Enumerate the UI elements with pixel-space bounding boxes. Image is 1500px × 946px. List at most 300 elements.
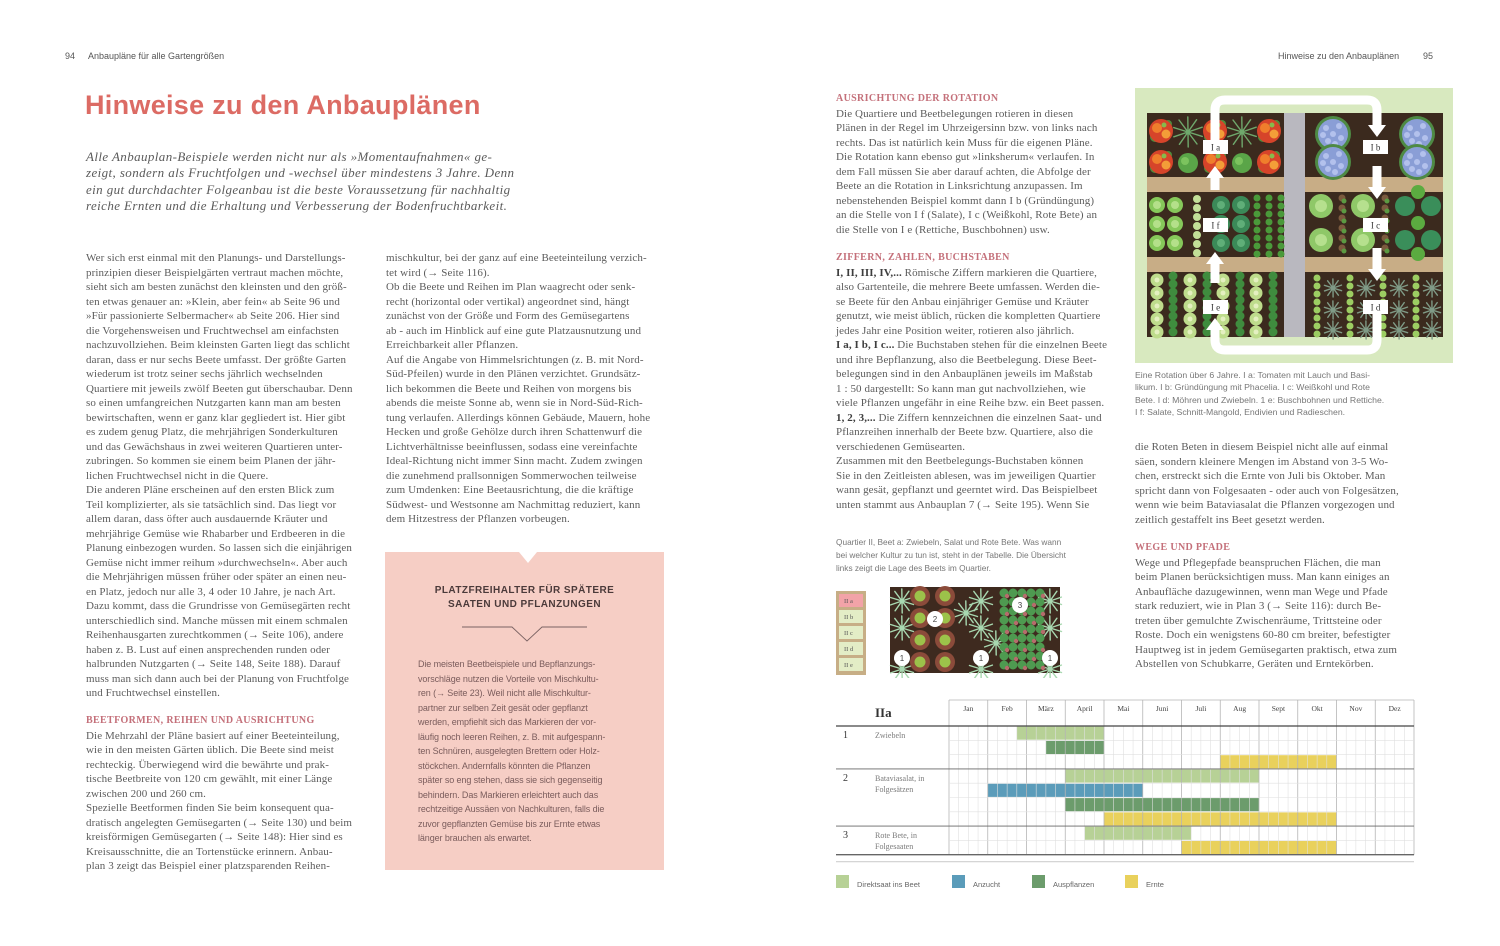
radish-heart [1221,330,1226,335]
text-line: Ideal-Richtung nicht immer Sinn macht. Zudem zwingen [386,455,643,467]
phacelia-flower [1422,163,1428,169]
radish-heart [1221,317,1226,322]
box-body [418,657,605,846]
bean-plant [1236,288,1245,297]
text-line: werden, empfiehlt sich das Markieren der vor- [418,717,597,727]
phacelia-flower [1332,169,1338,175]
lettuce-plant [1411,216,1425,230]
row-number: 1 [843,730,848,741]
text-line: Abstellen von Schubkarre, Geräten und Erntekörben. [1135,658,1374,670]
bean-plant [1203,288,1212,297]
text-line: Hauptweg ist in jedem Gemüsegarten praktisch, etwa zum [1135,643,1397,656]
text-line: zubringen. So kommen sie einem beim Planen der jähr- [86,455,336,467]
text-line: läufig noch leeren Reihen, z. B. mit aufgespann- [418,731,606,742]
row-label: Folgesaaten [875,842,914,852]
carrot-plant [1347,307,1354,314]
phacelia-flower [1420,123,1426,129]
text-line: bewirtschaften, wenn er ganz klar gegliedert ist. Hier gibt [86,411,346,424]
radish-heart [1221,278,1226,283]
running-head-right: Hinweise zu den Anbauplänen [1278,51,1400,61]
section-wege [1135,541,1397,672]
text-line: beim Planen berücksichtigen muss. Man kann einiges an [1135,571,1390,583]
text-line: lichen Fruchtwechsel nicht in die Quere. [86,469,269,482]
beet-leaf [1342,209,1347,214]
tomato-fruit [1260,154,1270,164]
radish-leaf [1254,251,1261,258]
tomato-fruit [1270,154,1275,159]
tomato-fruit [1152,123,1162,133]
cabbage-heart [1357,200,1369,212]
radish-heart [1155,278,1160,283]
cabbage-plant [1421,230,1441,250]
text-line: dem Hitzestress der Pflanzen vorbeugen. [386,513,570,525]
intro-line: ein gut durchdachter Folgeanbau ist die beste Voraussetzung für nachhaltig [86,181,511,197]
lettuce-leaf [1000,616,1009,625]
carrot-plant [1413,291,1420,298]
lettuce-red-leaf [1041,630,1045,634]
radish-heart [1188,291,1193,296]
radish-leaf [1266,211,1273,218]
bean-plant [1203,280,1212,289]
tomato-fruit [1260,123,1270,133]
carrot-plant [1347,323,1354,330]
radish-leaf [1278,243,1285,250]
tomato-fruit [1162,161,1171,170]
bean-plant [1236,272,1245,281]
cabbage-plant [1395,196,1415,216]
month-label: März [1037,704,1054,713]
lettuce-leaf [1009,589,1018,598]
text-line: allem daran, dass öfter auch ausdauernde Kräuter und [86,513,328,525]
phacelia-flower [1407,125,1413,131]
text-line: treten über gemulchte Zwischenräume, Trittsteine oder [1135,614,1382,627]
lettuce-red-leaf [1005,612,1009,616]
carrot-plant [1314,275,1321,282]
lettuce-heart [1171,201,1179,209]
lettuce-leaf [1036,598,1045,607]
section-text [836,266,1107,513]
chard-heart [1217,201,1225,209]
beet-leaf [1385,199,1390,204]
row-marker-number: 1 [978,654,984,663]
text-line: mehrjährige Gemüse wie Rhabarber und Erdbeeren in die [86,527,346,540]
lettuce-leaf [1036,616,1045,625]
legend-swatch [1125,875,1138,888]
section-text [86,729,352,874]
lettuce-leaf [1027,625,1036,634]
text-line [836,266,1107,281]
bed-label-Ib: I b [1370,142,1381,153]
arrow-shaft [1211,263,1220,283]
lettuce-heart [1153,220,1161,228]
text-line: Teil komplizierter, als sie tatsächlich sind. Das liegt vor [86,498,337,511]
beet-leaf [1342,229,1347,234]
radish-leaf [1266,235,1273,242]
radish-heart [1254,317,1259,322]
text-line: Pflanzreihen innerhalb der Beete bzw. Quartiere, also die [836,426,1093,438]
month-label: Jan [963,704,974,713]
caption-line: Eine Rotation über 6 Jahre. I a: Tomaten mit Lauch und Basi- [1135,370,1371,380]
text-line: die zunehmend prallsonnigen Sommerwochen teilweise [386,469,637,482]
lettuce-leaf [1009,643,1018,652]
month-label: Sept [1271,704,1286,713]
text-line: Erreichbarkeit aller Pflanzen. [386,339,519,351]
line-rest: Römische Ziffern markieren die Quartiere, [901,266,1097,279]
text-line: halbrunden Nutzgarten (→ Seite 148, Seite 188). Darauf [86,658,341,670]
text-line: »Für passionierte Selbermacher« ab Seite 206. Hier sind [86,310,340,322]
text-line: Wer sich erst einmal mit den Planungs- und Darstellungs- [86,252,346,264]
text-line: recht (horizontal oder vertikal) angeordnet sind, hängt [386,295,630,308]
beet-heart [940,657,951,668]
radish-leaf [1278,203,1285,210]
text-line: dratisch angelegten Gemüsegarten (→ Seite 130) und beim [86,816,353,829]
phacelia-flower [1320,132,1326,138]
text-line: chen, erstreckt sich die Ernte von Juli bis Oktober. Man [1135,470,1386,482]
radish-leaf [1254,235,1261,242]
month-label: Dez [1388,704,1401,713]
text-line: prinzipien dieser Beispielgärten vertraut machen möchte, [86,266,344,279]
lettuce-red-leaf [1041,594,1045,598]
beet-heart [915,591,926,602]
rotation-diagram [1135,88,1453,363]
bold-lead: I, II, III, IV,... [836,266,902,279]
radish-heart [1254,278,1259,283]
phacelia-flower [1330,131,1336,137]
carrot-plant [1347,315,1354,322]
text-line: unterschiedlich sind. Manche müssen mit einem schmalen [86,614,348,627]
text-line [836,338,1107,353]
text-line: zwischen 200 und 260 cm. [86,787,207,800]
radish-heart [1188,317,1193,322]
cabbage-heart [1315,200,1327,212]
text-line: später so eng stehen, dass sie sich gegenseitig [418,775,603,785]
lettuce-plant [1411,247,1425,261]
text-line: Gemüse nicht immer reihum »durchwechseln«. Aber auch [86,556,348,569]
beet-heart [915,635,926,646]
caption-line: Bete. I d: Möhren und Zwiebeln. 1 e: Buschbohnen und Rettiche. [1135,394,1385,405]
bean-plant [1236,320,1245,329]
lettuce-heart [1171,220,1179,228]
bed-caption [836,536,1066,575]
running-head-left: Anbaupläne für alle Gartengrößen [88,51,225,61]
text-line: dem Fall müssen Sie aber darauf achten, die Abfolge der [836,165,1091,178]
text-line: Reihenhausgarten zurechtkommen (→ Seite 106), andere [86,629,344,641]
radish-leaf [1266,251,1273,258]
carrot-plant [1413,275,1420,282]
herb-plant [1193,222,1201,230]
radish-heart [1221,291,1226,296]
lettuce-heart [1153,201,1161,209]
radish-leaf [1266,203,1273,210]
bean-plant [1169,328,1178,337]
carrot-plant [1347,291,1354,298]
lettuce-leaf [1000,634,1009,643]
section-heading: WEGE UND PFADE [1135,542,1231,553]
bean-plant [1169,280,1178,289]
row-number: 3 [843,830,848,842]
carrot-plant [1413,307,1420,314]
tomato-fruit [1216,161,1225,170]
lettuce-red-leaf [1023,630,1027,634]
column-4-text [1135,440,1399,527]
text-line: Die Rotation kann ebenso gut »linksherum« verlaufen. In [836,151,1095,163]
beet-leaf [1342,239,1347,244]
radish-heart [1155,317,1160,322]
page-number-left: 94 [65,51,76,61]
row-label: Rote Bete, in [875,831,917,841]
text-line: jedes Jahr eine Position weiter, rotieren also jährlich. [836,324,1075,337]
section-rotation [836,92,1098,237]
month-label: Mai [1117,704,1130,713]
tomato-fruit [1270,130,1279,139]
radish-leaf [1266,195,1273,202]
text-line: wenn wie beim Bataviasalat die Pflanzen vorgezogen und [1135,499,1395,511]
carrot-plant [1347,331,1354,338]
radish-leaf [1254,243,1261,250]
lettuce-red-leaf [1005,666,1009,670]
tomato-fruit [1206,154,1216,164]
row-marker-number: 2 [932,615,938,624]
text-line: die Roten Beten in diesem Beispiel nicht alle auf einmal [1135,441,1389,453]
text-line: und Fruchtwechsel einstellen. [86,687,220,699]
page-number-right: 95 [1423,51,1434,61]
lettuce-leaf [1027,661,1036,670]
bean-plant [1236,304,1245,313]
bed-illustration [836,583,1068,678]
bean-plant [1169,272,1178,281]
bean-plant [1269,320,1278,329]
text-line: haben z. B. Lust auf einen ansprechenden runden oder [86,643,331,656]
lettuce-red-leaf [1023,594,1027,598]
bed-label-Ic: I c [1370,220,1381,231]
bean-plant [1236,312,1245,321]
basil-leaf [1235,157,1243,165]
cabbage-plant [1395,230,1415,250]
radish-leaf [1254,211,1261,218]
row-label: Bataviasalat, in [875,773,925,783]
legend-direktsaat [836,873,920,889]
carrot-plant [1314,323,1321,330]
legend-swatch [1032,875,1045,888]
radish-heart [1155,291,1160,296]
text-line: länger brauchen als erwartet. [418,833,532,843]
arrow-shaft [1373,166,1382,188]
text-line: so einen umfangreichen Nutzgarten kann man am besten [86,397,341,409]
lettuce-red-leaf [1023,666,1027,670]
lettuce-plant [1411,185,1425,199]
text-line: daran, dass er nur sechs Beete umfasst. Der größte Garten [86,353,347,366]
text-line: Quartiere mit jeweils zwölf Beeten gut überschaubar. Denn [86,382,353,395]
cabbage-heart [1315,234,1327,246]
lettuce-leaf [1036,634,1045,643]
text-line: viele Pflanzen ungefähr in eine Reihe bzw. ein Beet passen. [836,397,1105,409]
lettuce-leaf [1027,643,1036,652]
text-line: die Vorgehensweisen und Fruchtwechsel am einfachsten [86,324,339,337]
carrot-plant [1314,299,1321,306]
text-line: lich bekommen die Beete und Reihen von morgens bis [386,382,632,395]
main-path [1284,113,1305,337]
chart-title: IIa [875,705,892,720]
bed-label-Id: I d [1370,302,1381,313]
beet-heart [915,657,926,668]
bean-plant [1236,280,1245,289]
radish-leaf [1278,251,1285,258]
text-line: die Mehrjährigen müssen früher oder später an einen neu- [86,571,347,583]
text-line: sieht sich am besten zunächst den kleinsten und den größ- [86,281,347,293]
lettuce-leaf [1018,652,1027,661]
radish-leaf [1254,203,1261,210]
legend-swatch [952,875,965,888]
month-label: Nov [1349,704,1363,713]
text-line: es zudem genug Platz, die mehrjährigen Sonderkulturen [86,426,338,438]
caption-line: bei welcher Kultur zu tun ist, steht in der Tabelle. Die Übersicht [836,550,1066,560]
bed-box-label: II c [844,630,853,637]
carrot-plant [1413,315,1420,322]
carrot-plant [1413,283,1420,290]
section-heading: BEETFORMEN, REIHEN UND AUSRICHTUNG [86,715,315,726]
text-line: wie in den meisten Gärten üblich. Die Beete sind meist [86,744,334,756]
section-heading: ZIFFERN, ZAHLEN, BUCHSTABEN [836,252,1010,263]
section-text [1135,556,1397,672]
phacelia-flower [1416,169,1422,175]
lettuce-red-leaf [1023,612,1027,616]
arrow-shaft [1373,248,1382,270]
text-line: Plänen in der Regel im Uhrzeigersinn bzw. von links nach [836,122,1098,134]
bean-plant [1269,312,1278,321]
text-line: stöckchen. Andernfalls könnten die Pflanzen [418,760,591,771]
text-line: Dazu kommt, dass die Grundrisse von Gemüsegärten recht [86,600,351,612]
line-rest: Die Buchstaben stehen für die einzelnen Beete [894,339,1108,351]
carrot-plant [1413,323,1420,330]
text-line: Kreisausschnitte, die an Tortenstücke erinnern. Anbau- [86,845,333,858]
month-label: Aug [1233,704,1247,713]
text-line: Wege und Pflegepfade beanspruchen Flächen, die man [1135,556,1381,569]
carrot-plant [1347,299,1354,306]
text-line: ren (→ Seite 23). Weil nicht alle Mischkultur- [418,688,591,698]
lettuce-heart [1153,239,1161,247]
radish-leaf [1266,227,1273,234]
section-ziffern [836,251,1107,512]
box-title-line: SAATEN UND PFLANZUNGEN [447,599,602,610]
caption-line: likum. I b: Gründüngung mit Phacelia. I c: Weißkohl und Rote [1135,382,1370,393]
phacelia-flower [1325,138,1331,144]
phacelia-flower [1320,160,1326,166]
month-label: Juni [1155,704,1169,713]
text-line: Lichtverhältnisse beeinflussen, sodass eine vereinfachte [386,440,638,453]
beet-heart [940,635,951,646]
legend-auspflanzen [1032,873,1094,889]
radish-leaf [1278,235,1285,242]
beet-leaf [1385,239,1390,244]
radish-leaf [1278,227,1285,234]
basil-leaf [1181,157,1189,165]
cabbage-plant [1421,196,1441,216]
carrot-plant [1347,275,1354,282]
caption-line: I f: Salate, Schnitt-Mangold, Endivien und Radieschen. [1135,406,1346,417]
text-line: ten etwas genauer an: »Klein, aber fein« ab Seite 96 und [86,295,340,308]
herb-plant [1193,204,1201,212]
radish-leaf [1254,227,1261,234]
bean-plant [1169,296,1178,305]
beet-leaf [1342,219,1347,224]
lettuce-red-leaf [1041,612,1045,616]
beet-heart [915,613,926,624]
row-label: Zwiebeln [875,731,906,740]
section-text [836,107,1098,238]
lettuce-red-leaf [1041,648,1045,652]
text-line: zeitlich gestaffelt ins Beet gesetzt werden. [1135,513,1325,526]
text-line: abends die meiste Sonne ab, wenn sie in Nord-Süd-Rich- [386,397,643,409]
text-line: und das Gewächshaus in zwei weiteren Quartieren unter- [86,440,343,453]
carrot-plant [1314,307,1321,314]
text-line: Zusammen mit den Beetbelegungs-Buchstaben können [836,455,1084,467]
arrow-shaft [1211,177,1220,190]
bean-plant [1236,328,1245,337]
herb-plant [1193,195,1201,203]
phacelia-flower [1414,159,1420,165]
line-rest: Die Ziffern kennzeichnen die einzelnen Saat- und [875,411,1102,424]
info-box [385,552,664,870]
radish-leaf [1278,219,1285,226]
bean-plant [1269,304,1278,313]
text-line: stark reduziert, wie in Plan 3 (→ Seite 116): durch Be- [1135,600,1382,612]
radish-leaf [1278,211,1285,218]
row-marker-number: 3 [1017,601,1023,610]
caption-line: links zeigt die Lage des Beets im Quartier. [836,563,991,573]
intro-line: zeigt, sondern als Fruchtfolgen und -wechsel über mindestens 3 Jahre. Denn [86,165,515,181]
text-line: kreisförmigen Gemüsegarten (→ Seite 148): Hier sind es [86,831,343,843]
text-line: belegungen sind in den Anbauplänen jeweils im Maßstab [836,368,1093,380]
bed-label-Ie: I e [1210,302,1221,313]
lettuce-red-leaf [1032,657,1036,661]
text-line: muss man sich dann auch bei der Planung von Fruchtfolge [86,672,350,685]
lettuce-red-leaf [1005,630,1009,634]
text-line: nebenstehenden Beispiel kommt dann I b (Gründüngung) [836,194,1095,207]
bean-plant [1269,272,1278,281]
tomato-fruit [1162,154,1167,159]
radish-heart [1188,304,1193,309]
lettuce-red-leaf [1014,657,1018,661]
text-line: vorschläge nutzen die Vorteile von Mischkultu- [418,673,599,684]
text-line: en Platz, jedoch nur alle 3, 4 oder 10 Jahre, je nach Art. [86,585,336,598]
phacelia-flower [1325,166,1331,172]
text-line: Anbaufläche dazugewinnen, wenn man Wege und Pfade [1135,585,1388,598]
cultivation-schedule-chart [836,698,1418,868]
quarter-overview-list [839,594,863,671]
carrot-plant [1314,315,1321,322]
phacelia-flower [1323,153,1329,159]
text-line: tische Beetbreite von 120 cm gewählt, mit einer Länge [86,773,333,785]
chard-heart [1217,239,1225,247]
carrot-plant [1347,283,1354,290]
legend-label: Auspflanzen [1053,880,1095,889]
bar-direktsaat [1085,827,1192,840]
phacelia-flower [1407,153,1413,159]
phacelia-flower [1414,131,1420,137]
legend-label: Anzucht [973,880,1001,889]
radish-heart [1188,330,1193,335]
text-line: also Gartenteile, die mehrere Beete umfassen. Werden die- [836,281,1100,293]
text-line: Die Mehrzahl der Pläne basiert auf einer Beeteinteilung, [86,729,340,742]
carrot-plant [1380,283,1387,290]
text-line: Die anderen Pläne erscheinen auf den ersten Blick zum [86,484,335,496]
lettuce-leaf [1009,661,1018,670]
lettuce-leaf [1018,616,1027,625]
lettuce-red-leaf [1005,594,1009,598]
text-line: unten stammt aus Anbauplan 7 (→ Seite 195). Wenn Sie [836,498,1090,511]
legend-ernte [1125,873,1164,889]
text-line: und ihre Bepflanzung, also die Beetbelegung. Diese Beet- [836,353,1097,366]
